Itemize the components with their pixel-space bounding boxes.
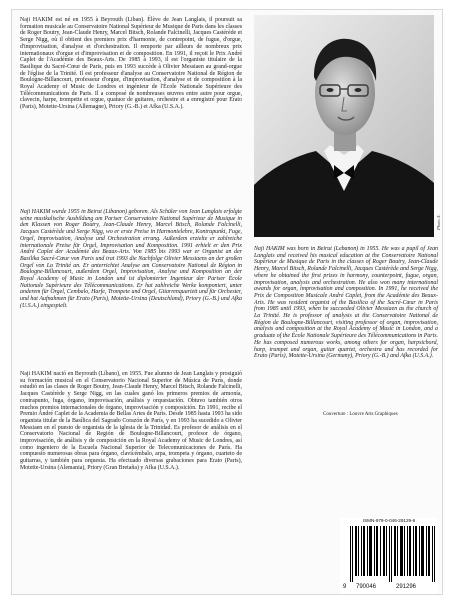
biography-german [20, 209, 242, 310]
photo-credit: Photo X. [436, 214, 441, 230]
barcode-digit-lead: 9 [343, 584, 347, 590]
cover-credit: Couverture : Louvre Arts Graphiques [323, 412, 398, 417]
barcode-block [340, 518, 438, 594]
biography-french-text: Naji HAKIM est né en 1955 à Beyrouth (Liban). Élève de Jean Langlais, il poursuit sa formation musicale au Conservatoire National Supérieur de Musique de Paris dans les classes de Roger Boutry, Jean-Claude Henry, Marcel Bitsch, Rolande Falcinelli, Jacques Castérède et Serge Nigg, où il obtient des premiers prix d'harmonie, de contrepoint, de fugue, d'orgue, d'improvisation, d'analyse et d'orchestration. Il remporte par ailleurs de nombreux prix internationaux d'orgue et d'improvisation et de composition. En 1991, il reçoit le Prix André Caplet de l'Académie des Beaux-Arts. De 1985 à 1993, il est l'organiste titulaire de la Basilique du Sacré-Cœur de Paris, puis en 1993 succède à Olivier Messiaen au grand-orgue de l'église de la Trinité. Il est professeur d'analyse au Conservatoire National de Région de Boulogne-Billancourt, professeur d'orgue, d'improvisation, d'analyse et de composition à la Royal Academy of Music de Londres et ingénieur de l'École Nationale Supérieure des Télécommunications de Paris. Il a composé de nombreuses œuvres entre autre pour orgue, clavecin, harpe, trompette et orgue, quatuor de guitares, orchestre et a enregistré pour Erato (Paris), Motette-Ursina (Allemagne), Priory (G.-B.) et Afka (U.S.A.). [20, 17, 242, 111]
biography-english-text: Naji HAKIM was born in Beirut (Lebanon) in 1955. He was a pupil of Jean Langlais and received his musical education at the Conservatoire National Supérieur de Musique de Paris in the classes of Roger Boutry, Jean-Claude Henry, Marcel Bitsch, Rolande Falcinelli, Jacques Castérède and Serge Nigg, where he obtained the first prizes in harmony, counterpoint, fugue, organ, improvisation, analysis and orchestration. He also won many international awards for organ, improvisation and composition. In 1991, he received the Prix de Composition Musicale André Caplet, from the Académie des Beaux-Arts. He was resident organist of the Basilica of the Sacré-Cœur in Paris from 1985 until 1993, when he succeeded Olivier Messiaen as the church of La Trinité. He is professor of analysis at the Conservatoire National de Région de Boulogne-Billancourt, visiting professor of organ, improvisation, analysis and composition at the Royal Academy of Music in London, and a graduate of the École Nationale Supérieure des Télécommunications in Paris. He has composed numerous works, among others for organ, harpsichord, harp, trumpet and organ, guitar quartet, orchestra and has recorded for Erato (Paris), Motette-Ursina (Germany), Priory (G.-B.) and Afka (U.S.A.). [254, 246, 438, 360]
barcode-digits-left: 790046 [356, 584, 377, 590]
ismn-number: ISMN-979-0-046-29129-6 [362, 518, 416, 523]
biography-spanish [20, 371, 242, 472]
barcode-icon [348, 526, 436, 582]
biography-english [254, 246, 438, 360]
barcode-digits-right: 291296 [396, 584, 417, 590]
biography-spanish-text: Naji HAKIM nació en Beyrouth (Líbano), en 1955. Fue alumno de Jean Langlais y prosiguió su formación musical en el Conservatorio Nacional Superior de Música de París, donde estudió en las clases de Roger Boutry, Jean-Claude Henry, Marcel Bitsch, Rolande Falcinelli, Jacques Castérède y Serge Nigg, en las cuales ganó los primeros premios de armonía, contrapunto, fuga, órgano, improvisación, análisis y orquestación. Obtuvo también otros muchos premios internacionales de órgano, improvisación y composición. En 1991, recibe el Premio André Caplet de la Academia de Bellas Artes de Paris. Desde 1985 hasta 1993 ha sido organista titular de la Basílica del Sagrado Corazón de París, y en 1993 ha sucedido a Olivier Messiaen en el puesto de organista de la iglesia de la Trinidad. Es profesor de análisis en el Conservatorio Nacional de Región de Boulogne-Billancourt, profesor de órgano, improvisación, de análisis y de composición en la Royal Academy of Music de Londres, así como ingeniero de la Escuela Nacional Superior de Telecomunicaciones de París. Ha compuesto numerosas obras para órgano, clavicémbalo, arpa, trompeta y órgano, cuarteto de guitarras, y también para orquesta. Ha efectuado diversas grabaciones para Erato (Paris), Motette-Ursina (Alemania), Priory (Gran Bretaña) y Afka (U.S.A.). [20, 371, 242, 471]
composer-portrait-photo [254, 15, 434, 237]
biography-german-text: Naji HAKIM wurde 1955 in Beirut (Libanon) geboren. Als Schüler von Jean Langlais erfolgte seine musikalische Ausbildung am Pariser Conservatoire National Supérieur de Musique in den Klassen von Roger Boutry, Jean-Claude Henry, Marcel Bitsch, Rolande Falcinelli, Jacques Castérède und Serge Nigg, wo er erste Preise in Harmonielehre, Kontrapunkt, Fuge, Orgel, Improvisation, Analyse und Orchestration errang. Außerdem erzielte er zahlreiche internationale Preise für Orgel, Improvisation und Komposition. 1991 erhielt er den Prix André Caplet der Académie des Beaux-Arts. Von 1985 bis 1993 war er Organist an der Basilika Sacré-Cœur von Paris und trat 1993 die Nachfolge Olivier Messiaens an der großen Orgel von La Trinité an. Er unterrichtet Analyse am Conservatoire National de Région in Boulogne-Billancourt, außerdem Orgel, Improvisation, Analyse und Komposition an der Royal Academy of Music in London und ist diplomierter Ingenieur der Pariser École Nationale Supérieure des Télécommunications. Er hat zahlreiche Werke komponiert, unter anderem für Orgel, Cembalo, Harfe, Trompete und Orgel, Gitarrenquartett und für Orchester, und hat Aufnahmen für Erato (Paris), Motette-Ursina (Deutschland), Priory (G.-B.) und Afka (U.S.A.) eingespielt. [20, 209, 242, 309]
biography-french [20, 17, 242, 111]
portrait-illustration [254, 15, 434, 237]
